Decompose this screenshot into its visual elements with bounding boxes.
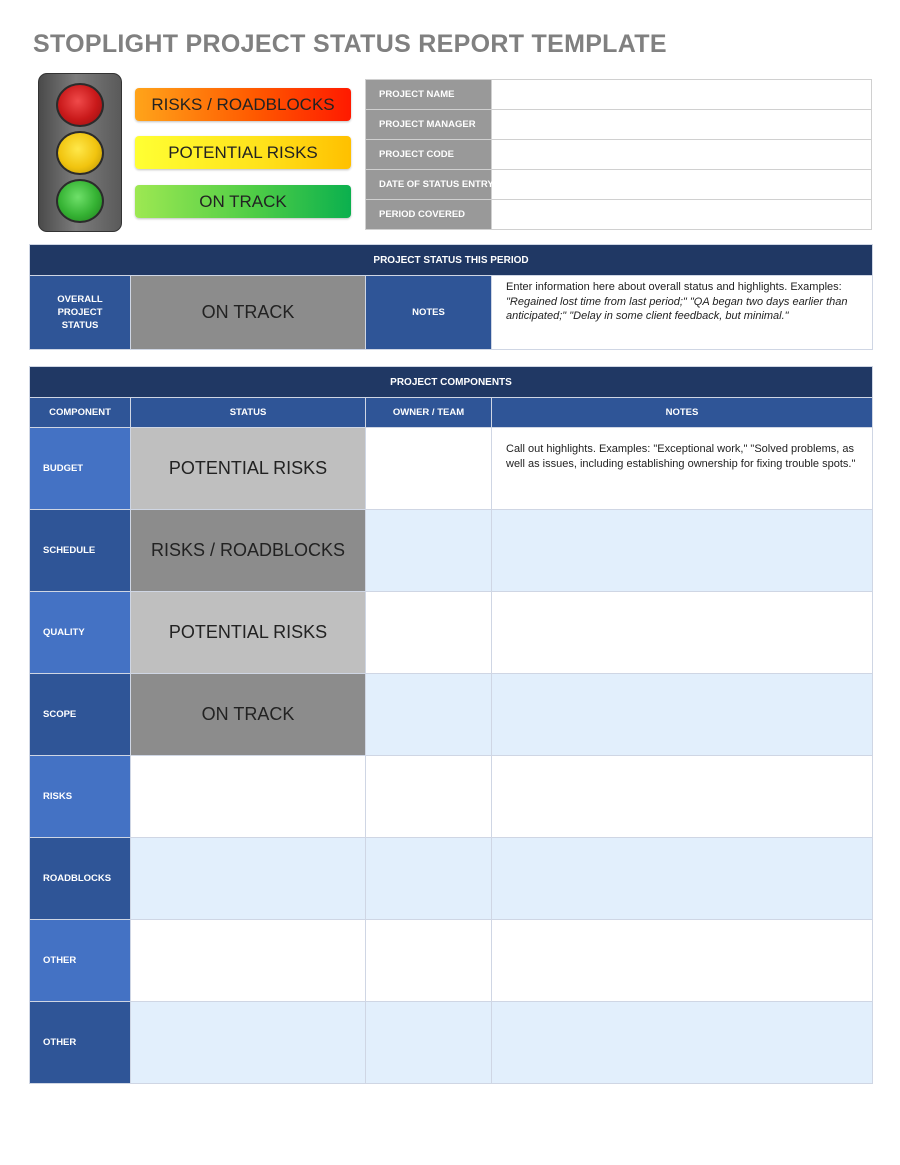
period-notes-prefix: Examples:: [790, 281, 842, 293]
column-header-notes: NOTES: [492, 398, 873, 428]
info-row-project-code: [366, 140, 872, 170]
component-notes-cell[interactable]: [492, 920, 873, 1002]
legend-risks-roadblocks: RISKS / ROADBLOCKS: [135, 88, 351, 121]
red-light-icon: [56, 83, 104, 127]
component-status-cell[interactable]: ON TRACK: [131, 674, 366, 756]
component-owner-cell[interactable]: [366, 428, 492, 510]
project-code-field[interactable]: [492, 140, 872, 170]
info-row-project-manager: [366, 110, 872, 140]
period-notes-field[interactable]: [492, 276, 873, 350]
period-covered-label: PERIOD COVERED: [366, 200, 492, 230]
overall-project-status-label: [30, 276, 131, 350]
component-name: OTHER: [30, 1002, 131, 1084]
components-column-headers: [30, 398, 873, 428]
component-name: BUDGET: [30, 428, 131, 510]
component-owner-cell[interactable]: [366, 592, 492, 674]
column-header-owner-team: OWNER / TEAM: [366, 398, 492, 428]
component-owner-cell[interactable]: [366, 920, 492, 1002]
page-title: STOPLIGHT PROJECT STATUS REPORT TEMPLATE: [33, 30, 667, 58]
table-row: [30, 920, 873, 1002]
info-row-project-name: [366, 80, 872, 110]
legend-on-track: ON TRACK: [135, 185, 351, 218]
component-notes-text: Call out highlights. Examples: "Exceptional work," "Solved problems, as well as issues, including establishing ownership for fixing trouble spots.": [506, 443, 856, 470]
date-of-status-entry-label: DATE OF STATUS ENTRY: [366, 170, 492, 200]
component-notes-cell[interactable]: [492, 756, 873, 838]
project-components-table: [29, 366, 873, 1084]
info-row-period-covered: [366, 200, 872, 230]
legend-potential-risks: POTENTIAL RISKS: [135, 136, 351, 169]
table-row: [30, 592, 873, 674]
component-notes-cell[interactable]: [492, 592, 873, 674]
component-status-cell[interactable]: RISKS / ROADBLOCKS: [131, 510, 366, 592]
period-covered-field[interactable]: [492, 200, 872, 230]
overall-label-line2: PROJECT: [57, 307, 103, 318]
info-row-date-of-status-entry: [366, 170, 872, 200]
table-row: [30, 510, 873, 592]
component-status-cell[interactable]: [131, 838, 366, 920]
overall-status-value[interactable]: ON TRACK: [131, 276, 366, 350]
component-owner-cell[interactable]: [366, 756, 492, 838]
component-status-cell[interactable]: [131, 920, 366, 1002]
component-name: QUALITY: [30, 592, 131, 674]
project-name-label: PROJECT NAME: [366, 80, 492, 110]
project-name-field[interactable]: [492, 80, 872, 110]
column-header-status: STATUS: [131, 398, 366, 428]
component-status-cell[interactable]: POTENTIAL RISKS: [131, 428, 366, 510]
component-name: SCOPE: [30, 674, 131, 756]
component-owner-cell[interactable]: [366, 674, 492, 756]
component-owner-cell[interactable]: [366, 838, 492, 920]
column-header-component: COMPONENT: [30, 398, 131, 428]
component-notes-cell[interactable]: [492, 428, 873, 510]
component-notes-cell[interactable]: [492, 838, 873, 920]
table-row: [30, 1002, 873, 1084]
component-notes-cell[interactable]: [492, 1002, 873, 1084]
project-manager-field[interactable]: [492, 110, 872, 140]
table-row: [30, 756, 873, 838]
project-code-label: PROJECT CODE: [366, 140, 492, 170]
component-notes-cell[interactable]: [492, 674, 873, 756]
overall-label-line3: STATUS: [61, 320, 99, 331]
table-row: [30, 674, 873, 756]
component-name: OTHER: [30, 920, 131, 1002]
table-row: [30, 428, 873, 510]
green-light-icon: [56, 179, 104, 223]
component-name: SCHEDULE: [30, 510, 131, 592]
project-status-period-table: [29, 244, 873, 350]
yellow-light-icon: [56, 131, 104, 175]
project-status-period-header: PROJECT STATUS THIS PERIOD: [30, 245, 873, 276]
table-row: [30, 838, 873, 920]
period-notes-line1: Enter information here about overall status and highlights.: [506, 281, 788, 293]
date-of-status-entry-field[interactable]: [492, 170, 872, 200]
period-notes-examples: "Regained lost time from last period;" "QA began two days earlier than anticipated;" "Delay in some client feedback, but minimal.": [506, 295, 848, 322]
component-owner-cell[interactable]: [366, 1002, 492, 1084]
component-status-cell[interactable]: [131, 756, 366, 838]
component-name: RISKS: [30, 756, 131, 838]
component-notes-cell[interactable]: [492, 510, 873, 592]
component-status-cell[interactable]: [131, 1002, 366, 1084]
component-status-cell[interactable]: POTENTIAL RISKS: [131, 592, 366, 674]
component-owner-cell[interactable]: [366, 510, 492, 592]
project-info-table: [365, 79, 872, 230]
project-components-header: PROJECT COMPONENTS: [30, 367, 873, 398]
overall-label-line1: OVERALL: [57, 294, 103, 305]
component-name: ROADBLOCKS: [30, 838, 131, 920]
stoplight-graphic: [38, 73, 122, 232]
project-manager-label: PROJECT MANAGER: [366, 110, 492, 140]
period-notes-label: NOTES: [366, 276, 492, 350]
